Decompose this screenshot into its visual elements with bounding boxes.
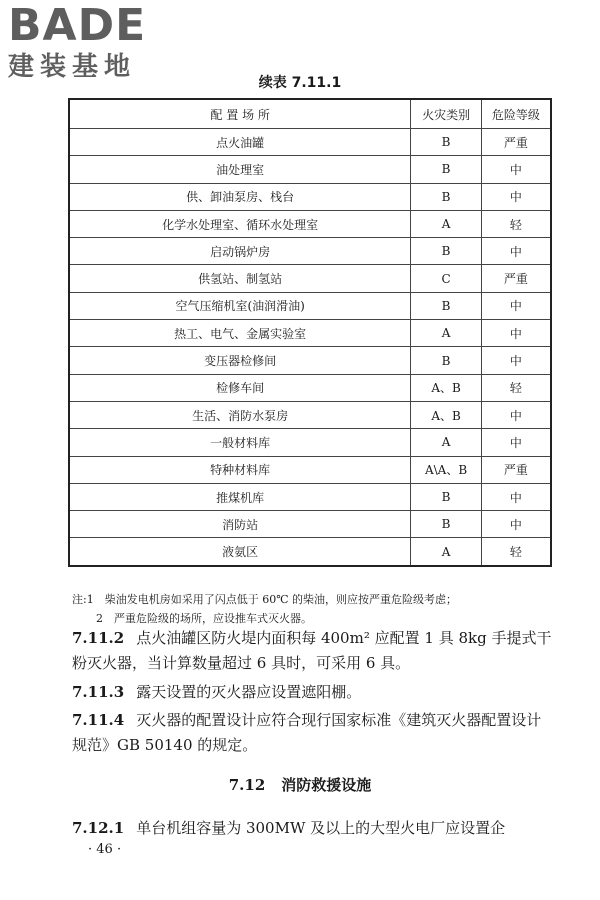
cell-hazard-level: 中 [481, 401, 551, 428]
cell-fire-class: A\A、B [411, 456, 481, 483]
table-row [69, 265, 551, 292]
table-row [69, 320, 551, 347]
table-row [69, 374, 551, 401]
cell-hazard-level: 中 [481, 183, 551, 210]
cell-hazard-level: 中 [481, 429, 551, 456]
table-row [69, 347, 551, 374]
cell-location: 推煤机库 [69, 483, 411, 510]
clause-text: 灭火器的配置设计应符合现行国家标准《建筑灭火器配置设计规范》GB 50140 的规定。 [72, 711, 542, 754]
brand-logo [8, 2, 178, 82]
cell-fire-class: A [411, 210, 481, 237]
table-row [69, 401, 551, 428]
cell-location: 启动锅炉房 [69, 238, 411, 265]
cell-fire-class: B [411, 238, 481, 265]
table-title: 续表 7.11.1 [258, 75, 342, 91]
clause-number: 7.11.2 [72, 629, 125, 647]
logo-subtitle: 建装基地 [8, 52, 137, 82]
cell-location: 供、卸油泵房、栈台 [69, 183, 411, 210]
cell-location: 检修车间 [69, 374, 411, 401]
clause-7-12-1 [72, 816, 552, 841]
clause-number: 7.12.1 [72, 819, 125, 837]
cell-location: 消防站 [69, 511, 411, 538]
clause-7-11-3 [72, 680, 552, 705]
cell-hazard-level: 中 [481, 320, 551, 347]
table-row [69, 156, 551, 183]
cell-location: 液氨区 [69, 538, 411, 566]
cell-fire-class: B [411, 183, 481, 210]
table-row [69, 210, 551, 237]
table-row [69, 129, 551, 156]
clause-7-11-2 [72, 626, 552, 676]
clause-7-11-4 [72, 708, 552, 758]
cell-location: 供氢站、制氢站 [69, 265, 411, 292]
table-header-row [69, 99, 551, 129]
cell-fire-class: B [411, 483, 481, 510]
table-row [69, 483, 551, 510]
cell-hazard-level: 中 [481, 347, 551, 374]
cell-hazard-level: 轻 [481, 374, 551, 401]
section-number: 7.12 [228, 776, 266, 794]
note-1: 注:1 柴油发电机房如采用了闪点低于 60℃ 的柴油，则应按严重危险级考虑； [72, 593, 457, 606]
cell-location: 热工、电气、金属实验室 [69, 320, 411, 347]
cell-hazard-level: 轻 [481, 538, 551, 566]
cell-fire-class: B [411, 511, 481, 538]
cell-location: 空气压缩机室(油润滑油) [69, 292, 411, 319]
table-row [69, 183, 551, 210]
clause-number: 7.11.4 [72, 711, 125, 729]
note-2: 2 严重危险级的场所，应设推车式灭火器。 [96, 612, 312, 625]
cell-location: 变压器检修间 [69, 347, 411, 374]
clause-number: 7.11.3 [72, 683, 125, 701]
cell-hazard-level: 轻 [481, 210, 551, 237]
cell-fire-class: A [411, 320, 481, 347]
cell-fire-class: B [411, 292, 481, 319]
table-row [69, 538, 551, 566]
cell-hazard-level: 严重 [481, 129, 551, 156]
cell-fire-class: A [411, 538, 481, 566]
cell-hazard-level: 严重 [481, 265, 551, 292]
header-fire-class: 火灾类别 [411, 99, 481, 129]
page-number: · 46 · [88, 842, 122, 857]
fire-extinguisher-table [68, 98, 552, 567]
cell-location: 一般材料库 [69, 429, 411, 456]
cell-fire-class: B [411, 129, 481, 156]
table-notes [72, 590, 457, 628]
cell-hazard-level: 中 [481, 292, 551, 319]
clause-text: 单台机组容量为 300MW 及以上的大型火电厂应设置企 [136, 819, 506, 837]
cell-fire-class: A [411, 429, 481, 456]
cell-location: 点火油罐 [69, 129, 411, 156]
cell-hazard-level: 中 [481, 511, 551, 538]
cell-hazard-level: 中 [481, 483, 551, 510]
cell-fire-class: A、B [411, 401, 481, 428]
cell-fire-class: A、B [411, 374, 481, 401]
header-location: 配 置 场 所 [69, 99, 411, 129]
table-row [69, 292, 551, 319]
table-row [69, 429, 551, 456]
clause-text: 点火油罐区防火堤内面积每 400m² 应配置 1 具 8kg 手提式干粉灭火器，当计算数量超过 6 具时，可采用 6 具。 [72, 629, 552, 672]
cell-fire-class: C [411, 265, 481, 292]
table-row [69, 238, 551, 265]
table-row [69, 511, 551, 538]
clause-text: 露天设置的灭火器应设置遮阳棚。 [136, 683, 362, 701]
cell-location: 特种材料库 [69, 456, 411, 483]
cell-location: 生活、消防水泵房 [69, 401, 411, 428]
cell-location: 油处理室 [69, 156, 411, 183]
section-heading [0, 774, 600, 795]
cell-hazard-level: 中 [481, 238, 551, 265]
section-title: 消防救援设施 [281, 776, 372, 794]
header-hazard-level: 危险等级 [481, 99, 551, 129]
table-row [69, 456, 551, 483]
cell-hazard-level: 严重 [481, 456, 551, 483]
cell-fire-class: B [411, 156, 481, 183]
cell-fire-class: B [411, 347, 481, 374]
cell-location: 化学水处理室、循环水处理室 [69, 210, 411, 237]
logo-mark: BADE [8, 0, 147, 51]
cell-hazard-level: 中 [481, 156, 551, 183]
